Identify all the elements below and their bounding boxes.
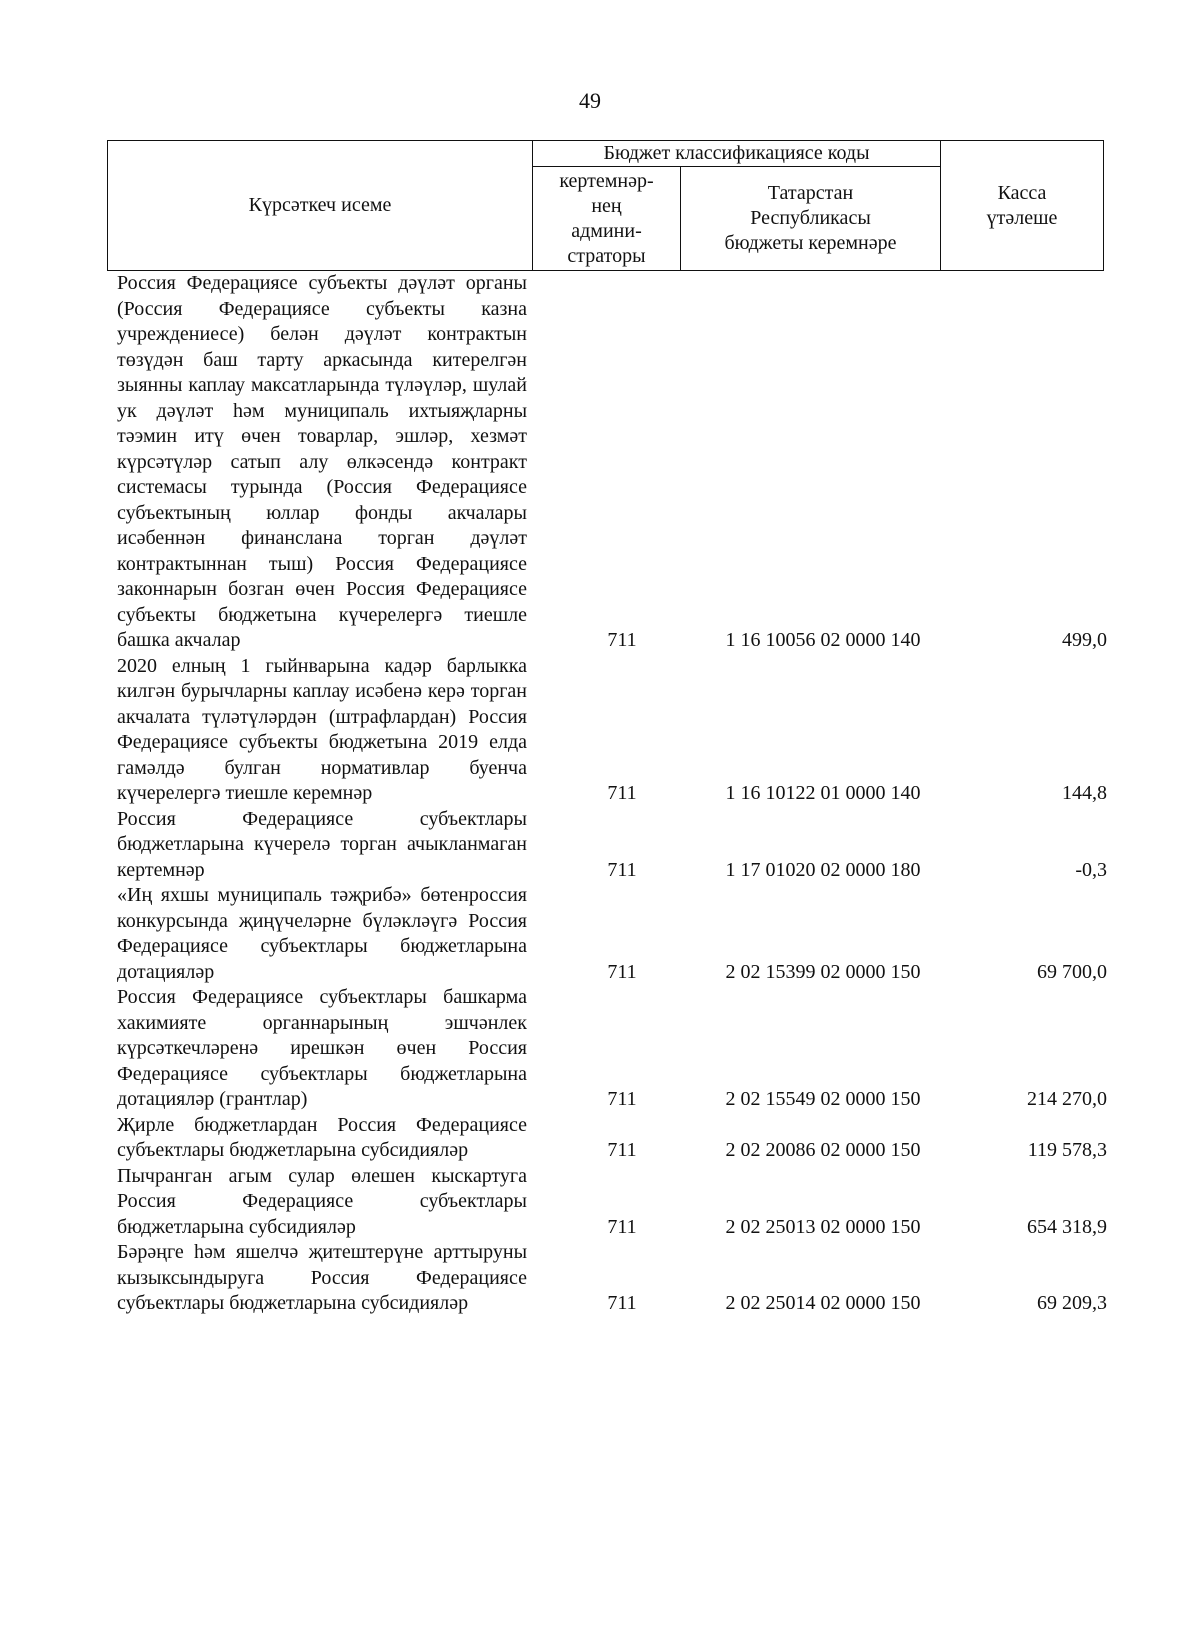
row-budget-code: 2 02 25013 02 0000 150 [725, 1215, 921, 1238]
table-header [107, 140, 1104, 271]
row-indicator-name: Бәрәңге һәм яшелчә җитештерүне арттыруны кызыксындыруга Россия Федерациясе субъектлары бюджетларына субсидияләр [117, 1241, 527, 1314]
row-administrator-code: 711 [607, 1215, 637, 1238]
page-number: 49 [579, 88, 601, 113]
table-row [117, 654, 1107, 807]
row-indicator-name: Россия Федерациясе субъекты дәүләт органы (Россия Федерациясе субъекты казна учреждениесе) белән дәүләт контрактын төзүдән баш тарту аркасында китерелгән зыянны каплау максатларында түләүләр, шулай ук дәүләт һәм муниципаль ихтыяҗларны тәэмин итү өчен товарлар, эшләр, хезмәт күрсәтүләр сатып алу өлкәсендә контракт системасы турында (Россия Федерациясе субъектының юллар фонды акчалары исәбеннән финанслана торган дәүләт контрактыннан тыш) Россия Федерациясе законнарын бозган өчен Россия Федерациясе субъекты бюджетына күчерелергә тиешле башка акчалар [117, 272, 527, 651]
table-row [117, 1164, 1107, 1241]
row-cash-amount: 214 270,0 [1027, 1088, 1107, 1110]
row-budget-code: 1 16 10056 02 0000 140 [725, 629, 921, 651]
row-indicator-name: Җирле бюджетлардан Россия Федерациясе субъектлары бюджетларына субсидияләр [117, 1113, 527, 1161]
row-indicator-name: «Иң яхшы муниципаль тәҗрибә» бөтенроссия конкурсында җиңүчеләрне бүләкләүгә Россия Федерациясе субъектлары бюджетларына дотацияләр [117, 884, 527, 983]
row-cash-amount: 69 209,3 [1037, 1292, 1107, 1314]
table-row [117, 1240, 1107, 1317]
row-cash-amount: 69 700,0 [1037, 960, 1107, 983]
table-row [117, 1113, 1107, 1164]
row-indicator-name: Россия Федерациясе субъектлары башкарма хакимияте органнарының эшчәнлек күрсәткечләренә ирешкән өчен Россия Федерациясе субъектлары бюджетларына дотацияләр (грантлар) [117, 986, 527, 1110]
header-revenue-administrators: кертемнәр- нең админи- страторы [533, 167, 681, 271]
row-cash-amount: -0,3 [1075, 858, 1107, 881]
table-row [117, 807, 1107, 884]
row-administrator-code: 711 [607, 782, 637, 804]
row-administrator-code: 711 [607, 858, 637, 881]
table-body [117, 271, 1107, 1317]
row-administrator-code: 711 [607, 1139, 637, 1161]
row-cash-amount: 499,0 [1062, 629, 1107, 651]
table-row [117, 883, 1107, 985]
row-budget-code: 1 17 01020 02 0000 180 [725, 858, 921, 881]
row-budget-code: 2 02 15399 02 0000 150 [725, 960, 921, 983]
row-budget-code: 2 02 25014 02 0000 150 [725, 1292, 921, 1314]
header-budget-code-group: Бюджет классификациясе коды [533, 141, 941, 167]
row-budget-code: 2 02 15549 02 0000 150 [725, 1088, 921, 1110]
row-budget-code: 1 16 10122 01 0000 140 [725, 782, 921, 804]
row-cash-amount: 144,8 [1062, 782, 1107, 804]
row-indicator-name: Пычранган агым сулар өлешен кыскартуга Россия Федерациясе субъектлары бюджетларына субсидияләр [117, 1164, 527, 1238]
row-administrator-code: 711 [607, 629, 637, 651]
table-row [117, 985, 1107, 1113]
header-indicator-name: Күрсәткеч исеме [108, 141, 533, 271]
row-budget-code: 2 02 20086 02 0000 150 [725, 1139, 921, 1161]
row-administrator-code: 711 [607, 960, 637, 983]
table-row [117, 271, 1107, 654]
row-cash-amount: 119 578,3 [1027, 1139, 1107, 1161]
row-administrator-code: 711 [607, 1088, 637, 1110]
row-cash-amount: 654 318,9 [1027, 1215, 1107, 1238]
header-cash-execution: Касса үтәлеше [941, 141, 1104, 271]
row-indicator-name: Россия Федерациясе субъектлары бюджетларына күчерелә торган ачыкланмаган кертемнәр [117, 807, 527, 881]
row-administrator-code: 711 [607, 1292, 637, 1314]
row-indicator-name: 2020 елның 1 гыйнварына кадәр барлыкка килгән бурычларны каплау исәбенә керә торган акчалата түләтүләрдән (штрафлардан) Россия Федерациясе субъекты бюджетына 2019 елда гамәлдә булган нормативлар буенча күчерелергә тиешле керемнәр [117, 654, 527, 804]
header-tatarstan-budget-revenues: Татарстан Республикасы бюджеты керемнәре [681, 167, 941, 271]
